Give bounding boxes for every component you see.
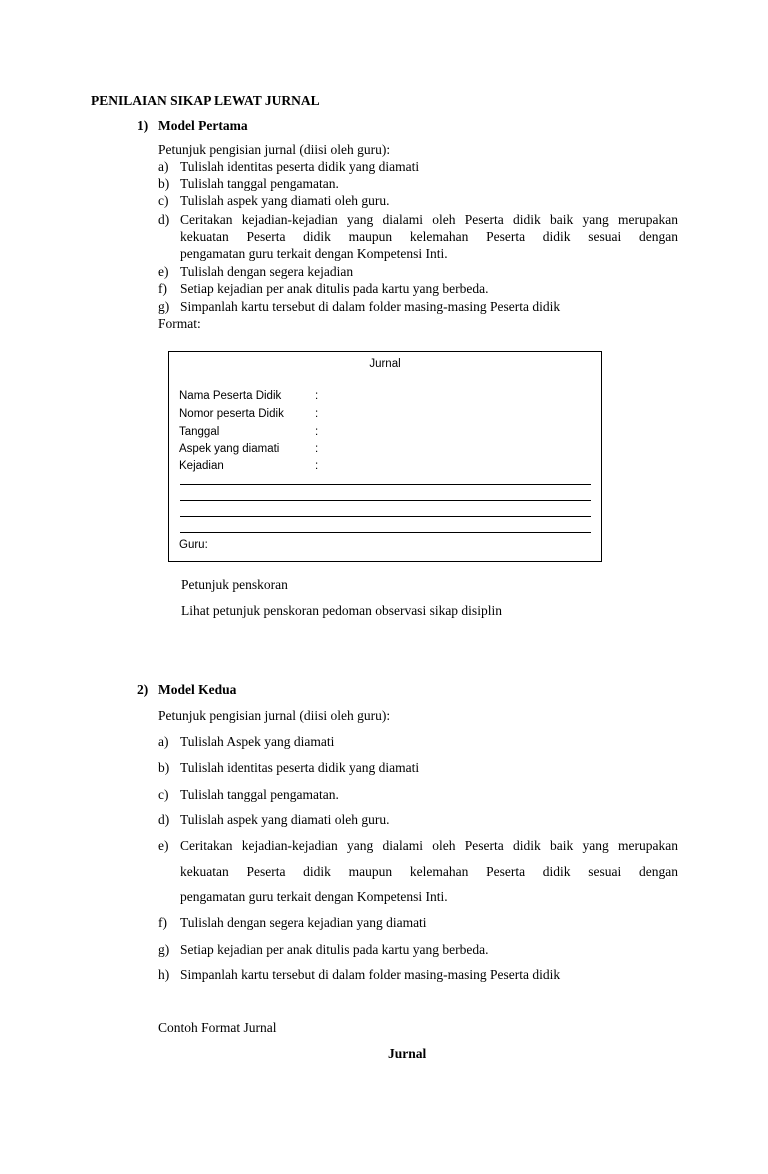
list-item: f) Tulislah dengan segera kejadian yang diamati [158, 915, 427, 930]
journal-form-title: Jurnal [369, 358, 401, 370]
scoring-text: Lihat petunjuk penskoran pedoman observasi sikap disiplin [181, 603, 502, 618]
list-item: c) Tulislah tanggal pengamatan. [158, 787, 339, 802]
list-item: e) Tulislah dengan segera kejadian [158, 264, 354, 279]
list-item-text: pengamatan guru terkait dengan Kompetensi Inti. [180, 889, 448, 904]
list-item: b) Tulislah tanggal pengamatan. [158, 176, 339, 191]
model2-intro: Petunjuk pengisian jurnal (diisi oleh guru): [158, 708, 391, 723]
list-item: c) Tulislah aspek yang diamati oleh guru. [158, 193, 390, 208]
example-journal-title: Jurnal [388, 1046, 427, 1061]
form-field-label: Tanggal [179, 426, 220, 438]
form-field-label: Nomor peserta Didik [179, 408, 284, 420]
list-item: h) Simpanlah kartu tersebut di dalam folder masing-masing Peserta didik [158, 967, 561, 982]
list-item: g) Simpanlah kartu tersebut di dalam folder masing-masing Peserta didik [158, 299, 561, 314]
model1-title: Model Pertama [158, 118, 248, 133]
model1-number: 1) [137, 118, 149, 133]
list-item: f) Setiap kejadian per anak ditulis pada kartu yang berbeda. [158, 281, 489, 296]
list-item-text: kekuatan Peserta didik maupun kelemahan Peserta didik sesuai dengan [180, 864, 678, 879]
form-field-colon: : [315, 408, 319, 420]
list-item: a) Tulislah Aspek yang diamati [158, 734, 335, 749]
list-item: a) Tulislah identitas peserta didik yang diamati [158, 159, 420, 174]
model2-number: 2) [137, 682, 149, 697]
form-field-colon: : [315, 460, 319, 472]
list-item: d) Tulislah aspek yang diamati oleh guru. [158, 812, 390, 827]
list-item-text: kekuatan Peserta didik maupun kelemahan Peserta didik sesuai dengan [180, 229, 678, 244]
model1-heading [137, 117, 248, 134]
model2-title: Model Kedua [158, 682, 237, 697]
list-item: e) [158, 838, 169, 853]
journal-form [168, 351, 602, 562]
writing-line [180, 484, 591, 485]
form-field-colon: : [315, 443, 319, 455]
writing-line [180, 516, 591, 517]
form-field-label: Kejadian [179, 460, 224, 472]
scoring-title: Petunjuk penskoran [181, 577, 288, 592]
list-item: d) [158, 212, 170, 227]
form-footer-guru: Guru: [179, 539, 208, 551]
writing-line [180, 500, 591, 501]
form-field-label: Aspek yang diamati [179, 443, 280, 455]
list-item: b) Tulislah identitas peserta didik yang diamati [158, 760, 420, 775]
writing-line [180, 532, 591, 533]
format-label: Format: [158, 316, 201, 331]
list-item: g) Setiap kejadian per anak ditulis pada kartu yang berbeda. [158, 942, 489, 957]
list-item-text: Ceritakan kejadian-kejadian yang dialami oleh Peserta didik baik yang merupakan [180, 838, 678, 853]
form-field-colon: : [315, 426, 319, 438]
page-heading: PENILAIAN SIKAP LEWAT JURNAL [91, 93, 320, 108]
list-item-text: Ceritakan kejadian-kejadian yang dialami oleh Peserta didik baik yang merupakan [180, 212, 678, 227]
model2-heading [137, 681, 236, 698]
model1-intro: Petunjuk pengisian jurnal (diisi oleh guru): [158, 142, 391, 157]
list-item-text: pengamatan guru terkait dengan Kompetensi Inti. [180, 246, 448, 261]
example-format-label: Contoh Format Jurnal [158, 1020, 277, 1035]
form-field-label: Nama Peserta Didik [179, 390, 282, 402]
form-field-colon: : [315, 390, 319, 402]
